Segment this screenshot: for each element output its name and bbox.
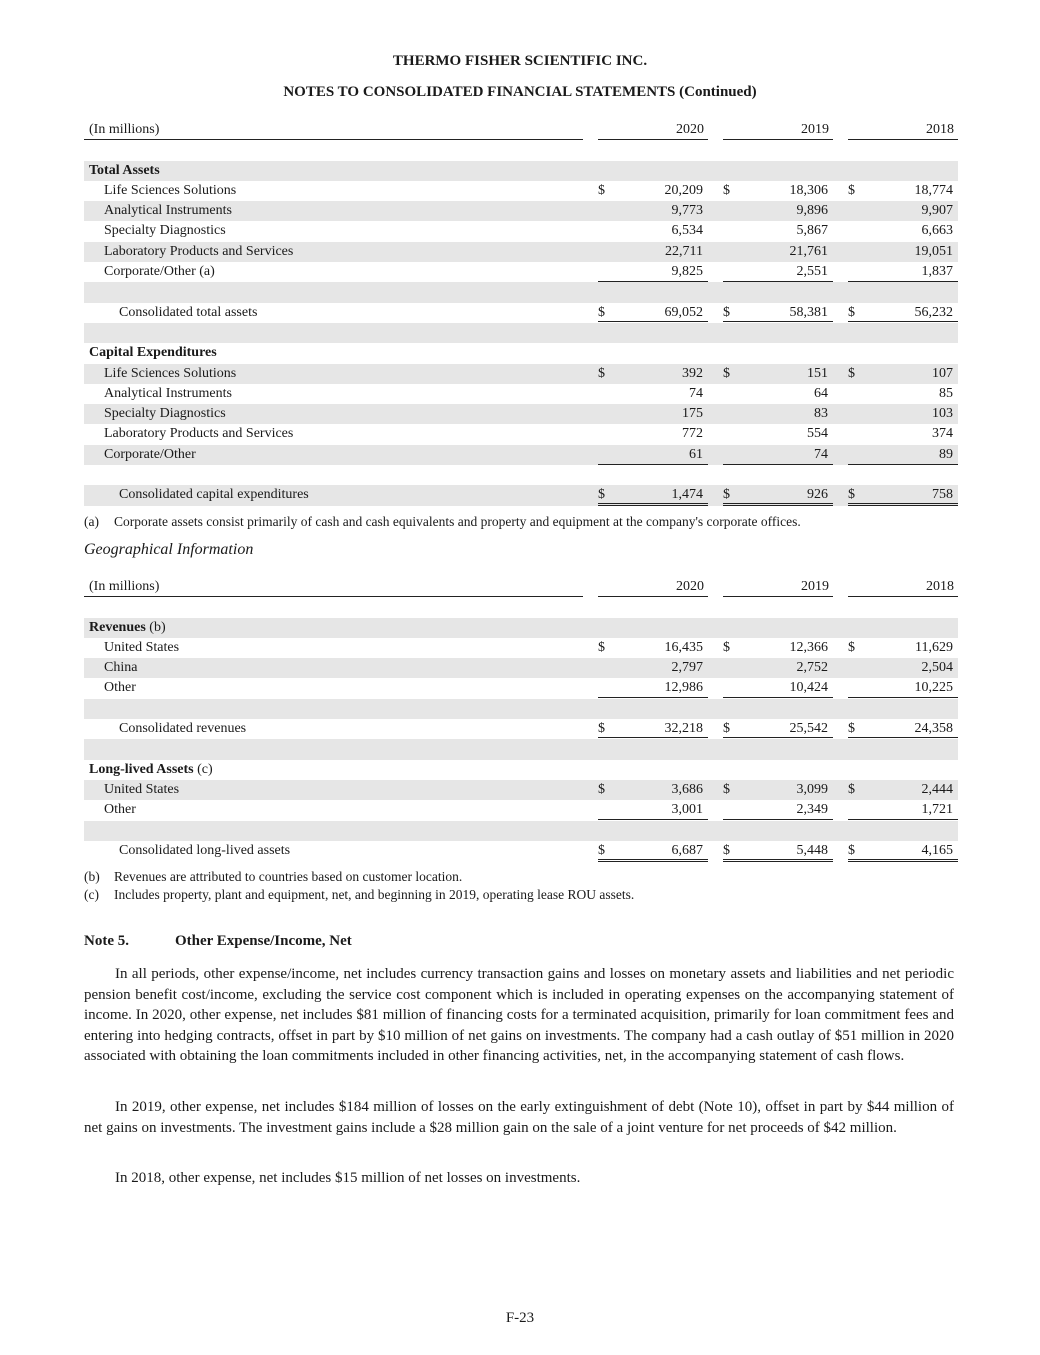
total-row — [84, 303, 958, 323]
value-cell: 58,381 — [789, 304, 828, 320]
table-row — [84, 424, 958, 444]
value-cell: 554 — [807, 426, 828, 442]
currency-symbol: $ — [598, 304, 605, 320]
value-cell: 6,663 — [921, 223, 953, 239]
value-cell: 20,209 — [664, 182, 703, 198]
value-cell: 103 — [932, 406, 953, 422]
currency-symbol: $ — [723, 842, 730, 858]
currency-symbol: $ — [848, 182, 855, 198]
value-cell: 107 — [932, 365, 953, 381]
value-cell: 2,752 — [796, 660, 828, 676]
footnote-text: Revenues are attributed to countries based on customer location. — [114, 869, 463, 884]
value-cell: 3,686 — [671, 781, 703, 797]
spacer-row — [84, 739, 958, 759]
table-row — [84, 658, 958, 678]
footnote-key: (b) — [84, 869, 100, 884]
note-number: Note 5. — [84, 933, 129, 949]
spacer-row — [84, 323, 958, 343]
value-cell: 2,504 — [921, 660, 953, 676]
footnote-key: (a) — [84, 514, 99, 529]
note-heading — [84, 933, 352, 950]
value-cell: 2,797 — [671, 660, 703, 676]
year-header: 2018 — [926, 579, 954, 594]
currency-symbol: $ — [723, 639, 730, 655]
value-cell: 85 — [939, 385, 953, 401]
value-cell: 175 — [682, 406, 703, 422]
spacer-row — [84, 821, 958, 841]
table-row — [84, 364, 958, 384]
value-cell: 9,773 — [671, 203, 703, 219]
row-label: Life Sciences Solutions — [104, 182, 237, 198]
row-label: Consolidated capital expenditures — [119, 487, 309, 503]
currency-symbol: $ — [723, 304, 730, 320]
note-title: Other Expense/Income, Net — [175, 933, 352, 949]
value-cell: 83 — [814, 406, 828, 422]
spacer-row — [84, 140, 958, 160]
footnote-text: Corporate assets consist primarily of cash and cash equivalents and property and equipment at the company's corporate offices. — [114, 514, 801, 529]
section-heading: Geographical Information — [84, 541, 254, 558]
section-header-row — [84, 343, 958, 363]
value-cell: 56,232 — [914, 304, 953, 320]
row-label: Other — [104, 802, 136, 818]
row-label: United States — [104, 639, 180, 655]
table-row — [84, 242, 958, 262]
row-label: Laboratory Products and Services — [104, 243, 294, 259]
currency-symbol: $ — [723, 365, 730, 381]
table-row — [84, 181, 958, 201]
value-cell: 5,448 — [796, 842, 828, 858]
currency-symbol: $ — [848, 365, 855, 381]
company-title: THERMO FISHER SCIENTIFIC INC. — [392, 53, 648, 69]
row-label: Corporate/Other (a) — [104, 264, 215, 280]
value-cell: 2,551 — [796, 264, 828, 280]
value-cell: 25,542 — [789, 721, 828, 737]
value-cell: 18,774 — [914, 182, 953, 198]
table-row — [84, 384, 958, 404]
value-cell: 926 — [807, 487, 828, 503]
section-title: Total Assets — [89, 162, 160, 178]
value-cell: 151 — [807, 365, 828, 381]
spacer-row — [84, 282, 958, 302]
section-title: Capital Expenditures — [89, 345, 217, 361]
value-cell: 61 — [689, 446, 703, 462]
row-label: Analytical Instruments — [104, 203, 232, 219]
unit-label: (In millions) — [89, 579, 160, 594]
value-cell: 1,721 — [921, 802, 953, 818]
page-number: F-23 — [505, 1310, 535, 1326]
currency-symbol: $ — [598, 639, 605, 655]
table-row — [84, 262, 958, 282]
value-cell: 10,424 — [789, 680, 828, 696]
value-cell: 9,907 — [921, 203, 953, 219]
value-cell: 2,444 — [921, 781, 953, 797]
currency-symbol: $ — [598, 842, 605, 858]
row-label: Analytical Instruments — [104, 385, 232, 401]
body-paragraph: In all periods, other expense/income, net includes currency transaction gains and losses on monetary assets and liabilities and net periodic pension benefit cost/income, excluding the service cost component which is included in operating expenses on the accompanying statement of income. In 2020, other expense, net includes $81 million of financing costs for a terminated acquisition, primarily for loan commitment fees and entering into hedging contracts, offset in part by $10 million of net gains on investments. The company had a cash outlay of $51 million in 2020 associated with obtaining the loan commitments included in other financing activities, net, in the accompanying statement of cash flows. — [84, 966, 954, 1064]
total-row — [84, 841, 958, 861]
value-cell: 64 — [814, 385, 828, 401]
year-header: 2020 — [676, 122, 704, 137]
currency-symbol: $ — [848, 639, 855, 655]
year-header: 2019 — [801, 122, 829, 137]
row-label: Corporate/Other — [104, 446, 196, 462]
value-cell: 392 — [682, 365, 703, 381]
section-title: Revenues (b) — [89, 619, 166, 635]
value-cell: 6,687 — [671, 842, 703, 858]
currency-symbol: $ — [848, 781, 855, 797]
value-cell: 89 — [939, 446, 953, 462]
row-label: Consolidated total assets — [119, 304, 258, 320]
row-label: Consolidated long-lived assets — [119, 842, 291, 858]
currency-symbol: $ — [848, 721, 855, 737]
value-cell: 12,366 — [789, 639, 828, 655]
value-cell: 19,051 — [914, 243, 953, 259]
table-row — [84, 201, 958, 221]
table-row — [84, 221, 958, 241]
row-label: Specialty Diagnostics — [104, 223, 226, 239]
value-cell: 12,986 — [664, 680, 703, 696]
currency-symbol: $ — [598, 487, 605, 503]
currency-symbol: $ — [598, 721, 605, 737]
row-label: Laboratory Products and Services — [104, 426, 294, 442]
row-label: Consolidated revenues — [119, 721, 247, 737]
year-header: 2020 — [676, 579, 704, 594]
value-cell: 772 — [682, 426, 703, 442]
table-row — [84, 780, 958, 800]
value-cell: 32,218 — [664, 721, 703, 737]
value-cell: 10,225 — [914, 680, 953, 696]
value-cell: 18,306 — [789, 182, 828, 198]
currency-symbol: $ — [598, 781, 605, 797]
currency-symbol: $ — [723, 182, 730, 198]
section-header-row — [84, 161, 958, 181]
year-header: 2019 — [801, 579, 829, 594]
segment-assets-capex-table — [84, 120, 958, 506]
value-cell: 4,165 — [921, 842, 953, 858]
value-cell: 9,896 — [796, 203, 828, 219]
body-paragraph: In 2019, other expense, net includes $184 million of losses on the early extinguishment of debt (Note 10), offset in part by $44 million of net gains on investments. The investment gains include a $28 million gain on the sale of a joint venture for net proceeds of $42 million. — [84, 1099, 954, 1136]
row-label: China — [104, 660, 138, 676]
body-paragraph: In 2018, other expense, net includes $15 million of net losses on investments. — [115, 1170, 581, 1186]
currency-symbol: $ — [598, 182, 605, 198]
notes-subtitle: NOTES TO CONSOLIDATED FINANCIAL STATEMENTS (Continued) — [283, 84, 757, 100]
table-header-row — [84, 120, 958, 140]
table-row — [84, 800, 958, 820]
table-header-row — [84, 577, 958, 597]
row-label: Specialty Diagnostics — [104, 406, 226, 422]
currency-symbol: $ — [723, 487, 730, 503]
currency-symbol: $ — [848, 842, 855, 858]
value-cell: 374 — [932, 426, 953, 442]
value-cell: 6,534 — [671, 223, 703, 239]
spacer-row — [84, 699, 958, 719]
table-row — [84, 678, 958, 698]
value-cell: 69,052 — [664, 304, 703, 320]
value-cell: 21,761 — [789, 243, 828, 259]
section-header-row — [84, 760, 958, 780]
currency-symbol: $ — [848, 304, 855, 320]
geographical-table — [84, 577, 958, 861]
table-row — [84, 404, 958, 424]
spacer-row — [84, 597, 958, 617]
value-cell: 74 — [689, 385, 703, 401]
value-cell: 1,474 — [671, 487, 703, 503]
row-label: United States — [104, 781, 180, 797]
total-row — [84, 485, 958, 505]
value-cell: 22,711 — [665, 243, 703, 259]
table-row — [84, 638, 958, 658]
footnote-key: (c) — [84, 887, 99, 902]
section-header-row — [84, 618, 958, 638]
value-cell: 758 — [932, 487, 953, 503]
value-cell: 5,867 — [796, 223, 828, 239]
currency-symbol: $ — [598, 365, 605, 381]
table-row — [84, 445, 958, 465]
value-cell: 16,435 — [664, 639, 703, 655]
value-cell: 24,358 — [914, 721, 953, 737]
section-title: Long-lived Assets (c) — [89, 761, 213, 777]
value-cell: 11,629 — [915, 639, 953, 655]
value-cell: 2,349 — [796, 802, 828, 818]
value-cell: 3,099 — [796, 781, 828, 797]
footnote-text: Includes property, plant and equipment, net, and beginning in 2019, operating lease ROU assets. — [114, 887, 635, 902]
currency-symbol: $ — [723, 721, 730, 737]
row-label: Life Sciences Solutions — [104, 365, 237, 381]
year-header: 2018 — [926, 122, 954, 137]
spacer-row — [84, 465, 958, 485]
value-cell: 1,837 — [921, 264, 953, 280]
currency-symbol: $ — [848, 487, 855, 503]
currency-symbol: $ — [723, 781, 730, 797]
row-label: Other — [104, 680, 136, 696]
unit-label: (In millions) — [89, 122, 160, 137]
value-cell: 9,825 — [671, 264, 703, 280]
value-cell: 74 — [814, 446, 828, 462]
value-cell: 3,001 — [671, 802, 703, 818]
total-row — [84, 719, 958, 739]
